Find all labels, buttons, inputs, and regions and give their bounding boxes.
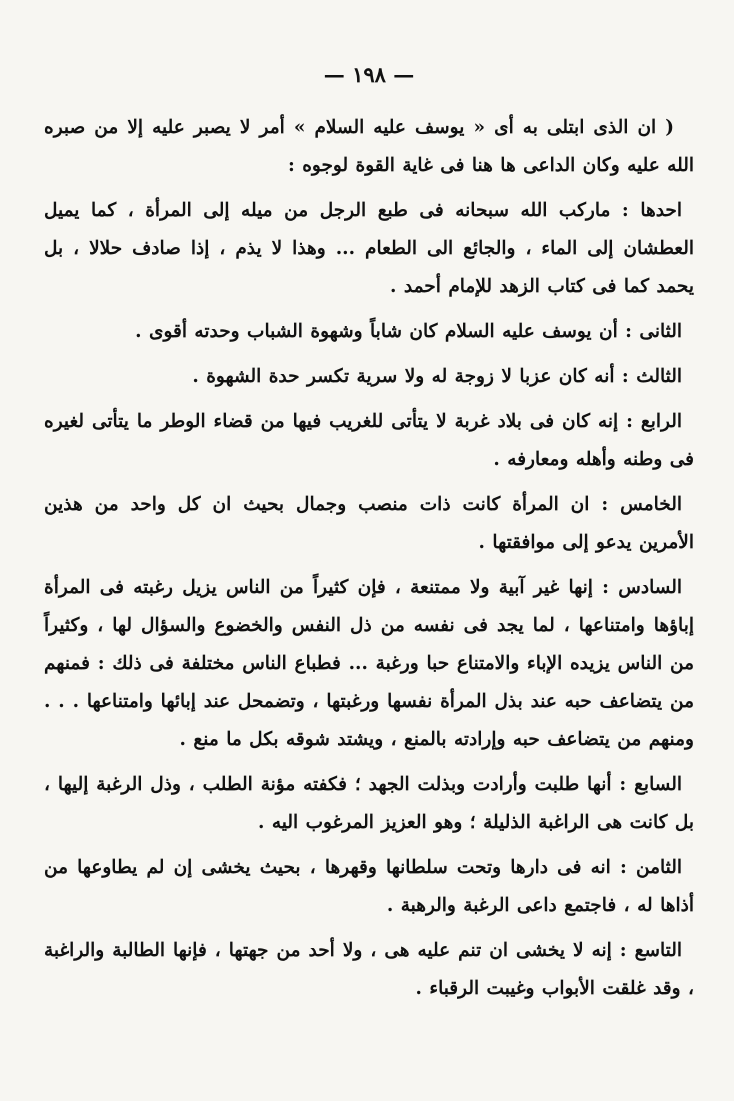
reason-5-paragraph: الخامس : ان المرأة كانت ذات منصب وجمال بحيث ان كل واحد من هذين الأمرين يدعو إلى موافقتها . xyxy=(44,494,694,553)
body-text xyxy=(44,109,694,1008)
intro-paragraph: ( ان الذى ابتلى به أى « يوسف عليه السلام » أمر لا يصبر عليه إلا من صبره الله عليه وكان الداعى ها هنا فى غاية القوة لوجوه : xyxy=(44,117,694,176)
page-number: — ١٩٨ — xyxy=(323,62,415,87)
reason-6-paragraph: السادس : إنها غير آبية ولا ممتنعة ، فإن كثيراً من الناس يزيل رغبته فى المرأة إباؤها وامتناعها ، لما يجد فى نفسه من ذل النفس والخضوع والسؤال لها ، وكثيراً من الناس يزيده الإباء والامتناع حبا ورغبة ... فطباع الناس مختلفة فى ذلك : فمنهم من يتضاعف حبه عند بذل المرأة نفسها ورغبتها ، وتضمحل عند إبائها وامتناعها . . . ومنهم من يتضاعف حبه وإرادته بالمنع ، ويشتد شوقه بكل ما منع . xyxy=(44,577,694,750)
reason-7-paragraph: السابع : أنها طلبت وأرادت وبذلت الجهد ؛ فكفته مؤنة الطلب ، وذل الرغبة إليها ، بل كانت هى الراغبة الذليلة ؛ وهو العزيز المرغوب اليه . xyxy=(44,774,694,833)
reason-9-paragraph: التاسع : إنه لا يخشى ان تنم عليه هى ، ولا أحد من جهتها ، فإنها الطالبة والراغبة ، وقد غلقت الأبواب وغيبت الرقباء . xyxy=(44,940,694,999)
reason-3-paragraph: الثالث : أنه كان عزبا لا زوجة له ولا سرية تكسر حدة الشهوة . xyxy=(192,366,682,387)
reason-2-paragraph: الثانى : أن يوسف عليه السلام كان شاباً وشهوة الشباب وحدته أقوى . xyxy=(135,321,682,342)
reason-8-paragraph: الثامن : انه فى دارها وتحت سلطانها وقهرها ، بحيث يخشى إن لم يطاوعها من أذاها له ، فاجتمع داعى الرغبة والرهبة . xyxy=(44,857,694,916)
reason-4-paragraph: الرابع : إنه كان فى بلاد غربة لا يتأتى للغريب فيها من قضاء الوطر ما يتأتى لغيره فى وطنه وأهله ومعارفه . xyxy=(44,411,694,470)
reason-1-paragraph: احدها : ماركب الله سبحانه فى طبع الرجل من ميله إلى المرأة ، كما يميل العطشان إلى الماء ، والجائع الى الطعام ... وهذا لا يذم ، إذا صادف حلالا ، بل يحمد كما فى كتاب الزهد للإمام أحمد . xyxy=(44,200,694,297)
